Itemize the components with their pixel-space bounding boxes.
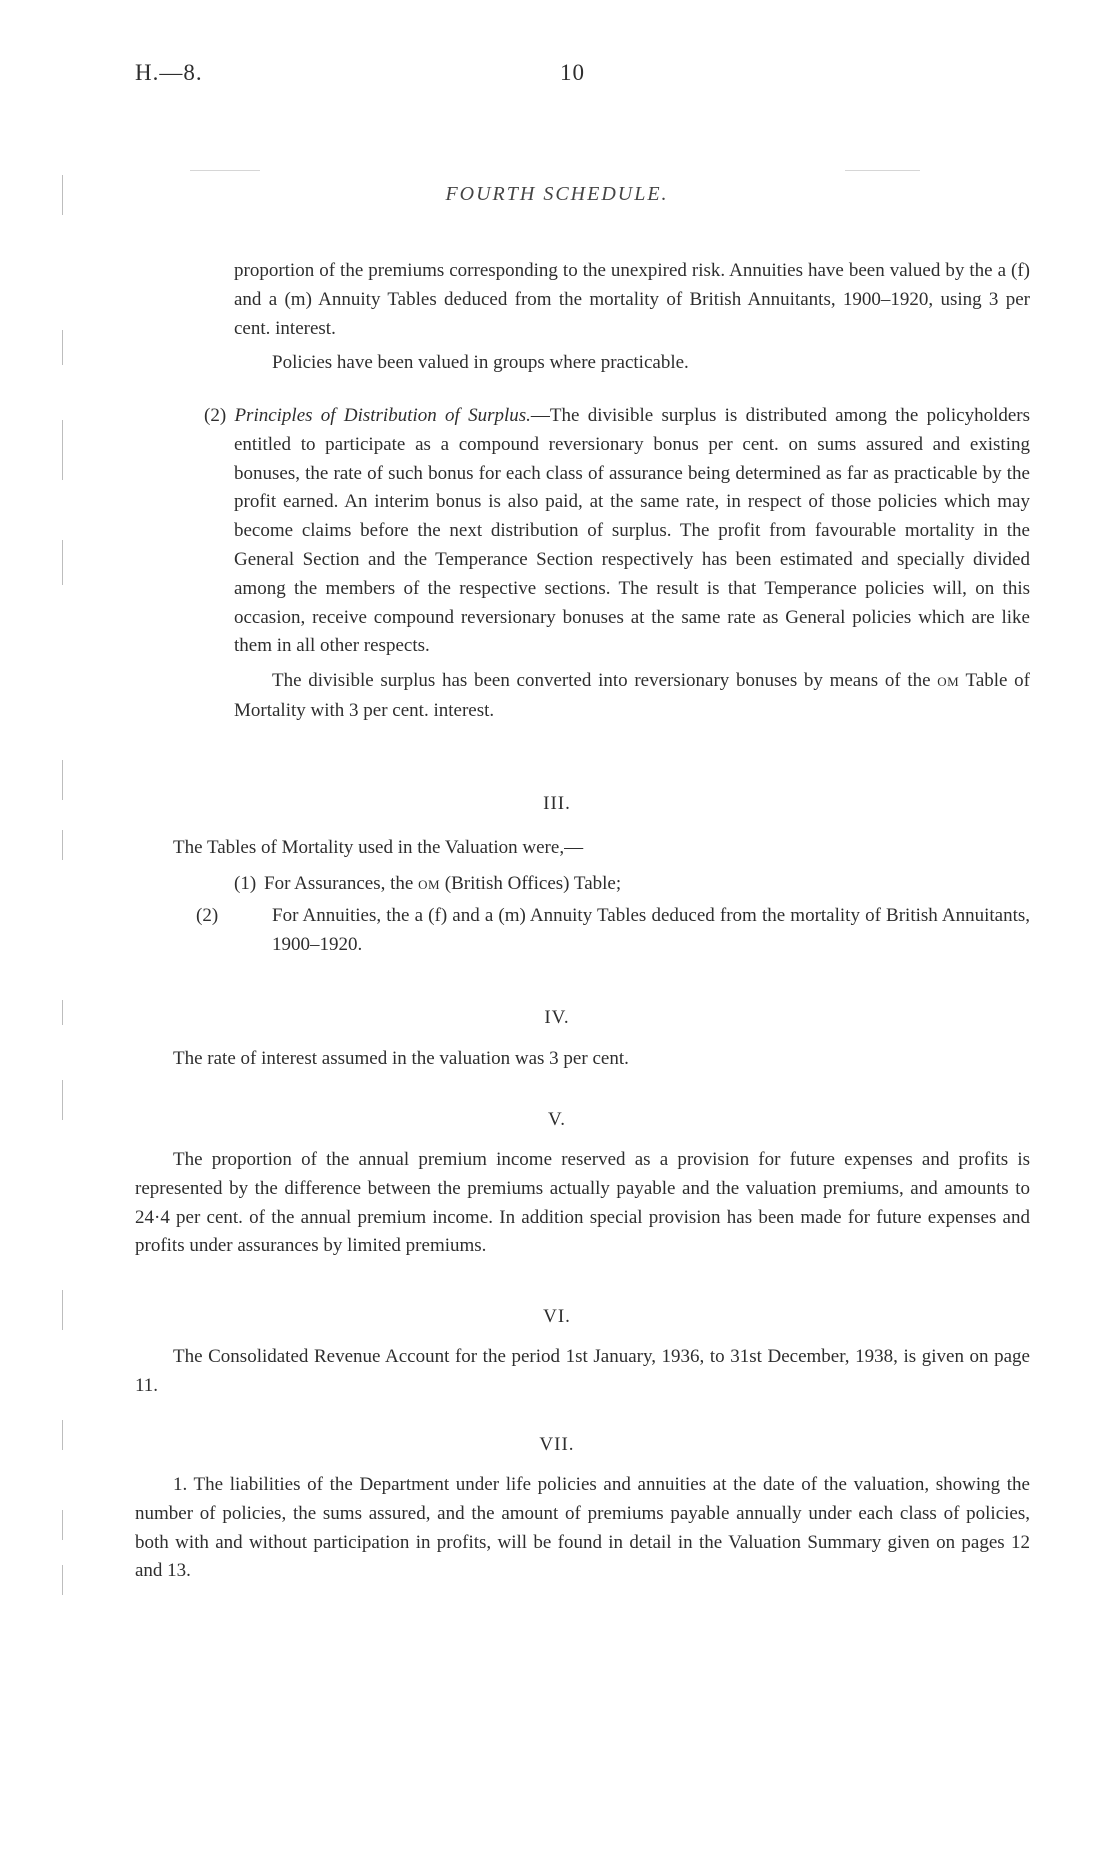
section-2-body: —The divisible surplus is distributed among the policyholders entitled to participate as a compound reversionary bonus per cent. on sums assured and existing bonuses, the rate of such bonus for each class of assurance being determined as far as practicable by the profit earned. An interim bonus is also paid, at the same rate, in respect of those policies which may become claims before the next distribution of surplus. The profit from favourable mortality in the General Section and the Temperance Section respectively has been estimated and specially divided among the members of the respective sections. The result is that Temperance policies will, on this occasion, receive compound reversionary bonuses at the same rate as General policies which are like them in all other respects. <box>234 405 1031 657</box>
section-2-number: (2) <box>204 405 227 426</box>
section-3-item-2: (2) For Annuities, the a (f) and a (m) Annuity Tables deduced from the mortality of British Annuitants, 1900–1920. <box>196 905 1030 955</box>
section-2-title: Principles of Distribution of Surplus. <box>234 405 531 426</box>
margin-mark <box>62 330 63 365</box>
margin-mark <box>62 420 63 480</box>
section-3-item-1: (1) For Assurances, the OM (British Offices) Table; <box>234 873 622 894</box>
margin-mark <box>62 830 63 860</box>
section-6-text: The Consolidated Revenue Account for the period 1st January, 1936, to 31st December, 1938, is given on page 11. <box>135 1346 1030 1396</box>
section-2-paragraph-2: The divisible surplus has been converted into reversionary bonuses by means of the OM Table of Mortality with 3 per cent. interest. <box>234 670 1030 721</box>
margin-mark <box>62 540 63 585</box>
margin-mark <box>62 1510 63 1540</box>
header-rule-right <box>845 170 920 171</box>
page-number: 10 <box>560 60 585 85</box>
section-3-intro: The Tables of Mortality used in the Valuation were,— <box>173 837 584 858</box>
schedule-title: FOURTH SCHEDULE. <box>445 183 669 205</box>
header-rule-left <box>190 170 260 171</box>
section-4-heading: IV. <box>544 1007 570 1028</box>
margin-mark <box>62 1565 63 1595</box>
section-7-text: 1. The liabilities of the Department under life policies and annuities at the date of the valuation, showing the number of policies, the sums assured, and the amount of premiums payable annually under each class of policies, both with and without participation in profits, will be found in detail in the Valuation Summary given on pages 12 and 13. <box>135 1474 1030 1582</box>
section-7-heading: VII. <box>539 1434 575 1455</box>
section-5-text: The proportion of the annual premium income reserved as a provision for future expenses and profits is represented by the difference between the premiums actually payable and the valuation premiums, and amounts to 24·4 per cent. of the annual premium income. In addition special provision has been made for future expenses and profits under assurances by limited premiums. <box>135 1149 1030 1257</box>
section-3-heading: III. <box>543 793 571 814</box>
section-4-text: The rate of interest assumed in the valuation was 3 per cent. <box>173 1048 629 1069</box>
section-2 <box>204 402 1031 726</box>
document-code: H.—8. <box>135 60 203 85</box>
om-table-name: OM <box>937 674 960 690</box>
intro-block <box>234 257 1030 378</box>
section-6-heading: VI. <box>543 1306 571 1327</box>
section-5-heading: V. <box>547 1109 567 1130</box>
intro-paragraph-2: Policies have been valued in groups where practicable. <box>272 352 689 374</box>
section-2-paragraph <box>204 402 1031 661</box>
intro-paragraph: proportion of the premiums corresponding to the unexpired risk. Annuities have been valued by the a (f) and a (m) Annuity Tables deduced from the mortality of British Annuitants, 1900–1920, using 3 per cent. interest. <box>234 260 1030 339</box>
